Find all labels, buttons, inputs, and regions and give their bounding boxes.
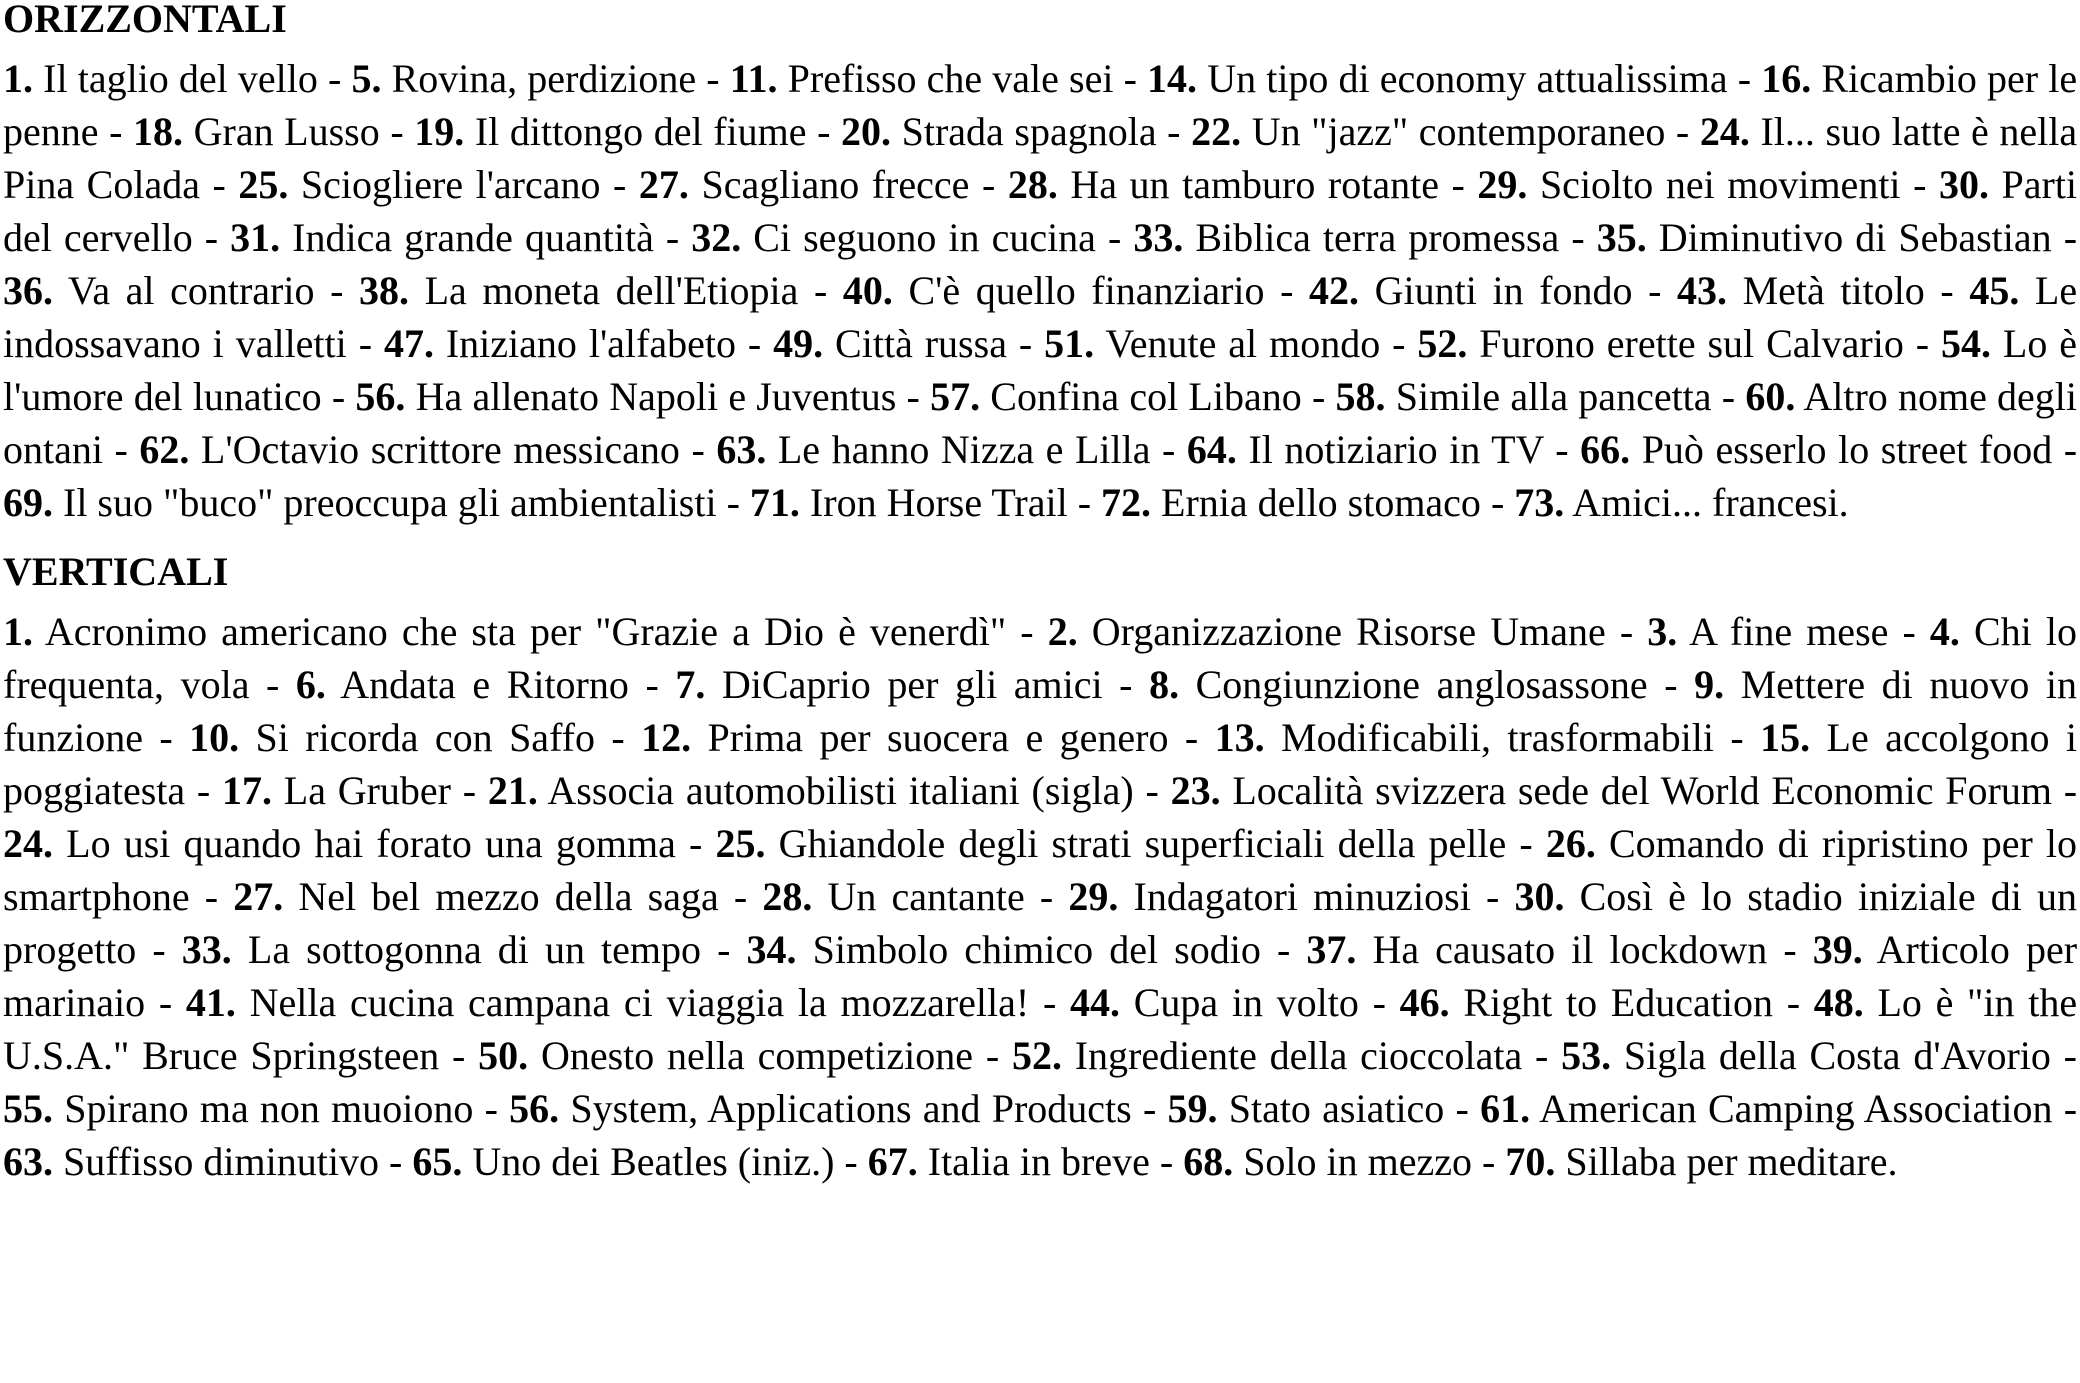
clue-text: Si ricorda con Saffo: [255, 715, 595, 760]
clue-number: 48.: [1813, 980, 1864, 1025]
clue-number: 3.: [1647, 609, 1678, 654]
clue-number: 21.: [487, 768, 538, 813]
clue-number: 33.: [181, 927, 232, 972]
clue-number: 55.: [3, 1086, 53, 1131]
clue-number: 70.: [1505, 1139, 1556, 1184]
clue-text: Suffisso diminutivo: [63, 1139, 379, 1184]
clue-text: Stato asiatico: [1228, 1086, 1445, 1131]
clue-text: L'Octavio scrittore messicano: [200, 427, 680, 472]
clue-number: 67.: [867, 1139, 918, 1184]
clue-text: Ci seguono in cucina: [753, 215, 1096, 260]
clue-number: 31.: [230, 215, 281, 260]
clue-number: 63.: [716, 427, 767, 472]
clue-text: Simile alla pancetta: [1395, 374, 1712, 419]
clue-number: 24.: [3, 821, 53, 866]
clue-number: 44.: [1069, 980, 1120, 1025]
clue-number: 52.: [1417, 321, 1468, 366]
clue-text: Strada spagnola: [901, 109, 1157, 154]
clue-number: 23.: [1170, 768, 1221, 813]
clue-number: 22.: [1191, 109, 1242, 154]
clue-text: Acronimo americano che sta per "Grazie a Dio è venerdì": [44, 609, 1007, 654]
clue-number: 1.: [3, 56, 33, 101]
clue-text: Modificabili, trasformabili: [1281, 715, 1714, 760]
clue-number: 24.: [1699, 109, 1750, 154]
clue-text: Le indossavano i valletti: [3, 268, 2078, 366]
clue-number: 32.: [691, 215, 742, 260]
clue-number: 62.: [139, 427, 190, 472]
clue-text: Organizzazione Risorse Umane: [1091, 609, 1606, 654]
clue-number: 29.: [1068, 874, 1119, 919]
clue-text: Ricambio per le penne: [3, 56, 2078, 154]
clue-text: Può esserlo lo street food: [1641, 427, 2053, 472]
clue-text: A fine mese: [1689, 609, 1889, 654]
clue-text: Articolo per marinaio: [3, 927, 2078, 1025]
clue-text: Chi lo frequenta, vola: [3, 609, 2077, 707]
clue-number: 29.: [1477, 162, 1528, 207]
clue-number: 43.: [1676, 268, 1727, 313]
clue-number: 2.: [1047, 609, 1078, 654]
clue-text: Cupa in volto: [1133, 980, 1359, 1025]
clue-number: 49.: [773, 321, 824, 366]
clue-text: Il... suo latte è nella Pina Colada: [3, 109, 2078, 207]
clue-text: Località svizzera sede del World Economic Forum: [1232, 768, 2052, 813]
clue-number: 73.: [1514, 480, 1565, 525]
clue-number: 56.: [509, 1086, 560, 1131]
clue-text: Furono erette sul Calvario: [1479, 321, 1904, 366]
clue-text: Biblica terra promessa: [1195, 215, 1560, 260]
clue-text: Rovina, perdizione: [391, 56, 697, 101]
clue-number: 33.: [1133, 215, 1184, 260]
clue-number: 34.: [746, 927, 797, 972]
clue-number: 10.: [189, 715, 240, 760]
clue-text: Sigla della Costa d'Avorio: [1623, 1033, 2051, 1078]
clue-number: 66.: [1580, 427, 1631, 472]
clue-text: Ha allenato Napoli e Juventus: [415, 374, 897, 419]
clue-number: 58.: [1335, 374, 1386, 419]
clue-text: Venute al mondo: [1105, 321, 1381, 366]
clue-text: Lo è l'umore del lunatico: [3, 321, 2078, 419]
clue-text: DiCaprio per gli amici: [721, 662, 1103, 707]
clue-text: Le accolgono i poggiatesta: [3, 715, 2077, 813]
clue-text: Così è lo stadio iniziale di un progetto: [3, 874, 2078, 972]
clue-text: Indica grande quantità: [292, 215, 654, 260]
clue-number: 71.: [749, 480, 800, 525]
clue-number: 30.: [1938, 162, 1989, 207]
section-title-orizzontali: ORIZZONTALI: [3, 0, 287, 41]
clue-number: 41.: [185, 980, 236, 1025]
clue-number: 7.: [675, 662, 706, 707]
clue-text: Metà titolo: [1742, 268, 1925, 313]
clue-text: Ingrediente della cioccolata: [1074, 1033, 1523, 1078]
clue-text: Il dittongo del fiume: [474, 109, 807, 154]
clue-number: 9.: [1694, 662, 1725, 707]
clue-text: Nella cucina campana ci viaggia la mozzarella!: [249, 980, 1030, 1025]
clue-text: American Camping Association: [1539, 1086, 2053, 1131]
clue-text: Sciogliere l'arcano: [300, 162, 601, 207]
clue-number: 5.: [351, 56, 382, 101]
clue-text: Associa automobilisti italiani (sigla): [547, 768, 1134, 813]
clue-number: 54.: [1940, 321, 1991, 366]
clue-number: 19.: [414, 109, 465, 154]
clue-number: 42.: [1309, 268, 1360, 313]
clue-text: Gran Lusso: [193, 109, 380, 154]
clue-number: 69.: [3, 480, 53, 525]
clue-text: Mettere di nuovo in funzione: [3, 662, 2077, 760]
clue-text: Indagatori minuziosi: [1133, 874, 1471, 919]
clue-text: Uno dei Beatles (iniz.): [472, 1139, 835, 1184]
clue-number: 14.: [1147, 56, 1198, 101]
clue-number: 68.: [1183, 1139, 1234, 1184]
clue-text: Prima per suocera e genero: [707, 715, 1169, 760]
clue-text: Sillaba per meditare.: [1565, 1139, 1898, 1184]
clue-number: 17.: [222, 768, 273, 813]
clue-number: 18.: [133, 109, 184, 154]
clue-text: Solo in mezzo: [1243, 1139, 1473, 1184]
clue-number: 59.: [1167, 1086, 1218, 1131]
clue-text: Giunti in fondo: [1374, 268, 1633, 313]
clue-number: 37.: [1306, 927, 1357, 972]
clue-text: Amici... francesi.: [1572, 480, 1849, 525]
clue-text: Confina col Libano: [990, 374, 1302, 419]
clue-number: 53.: [1561, 1033, 1612, 1078]
clue-number: 12.: [641, 715, 692, 760]
clue-text: Un tipo di economy attualissima: [1207, 56, 1728, 101]
clue-number: 28.: [1007, 162, 1058, 207]
clue-number: 6.: [295, 662, 326, 707]
clue-number: 8.: [1149, 662, 1180, 707]
clue-number: 25.: [238, 162, 289, 207]
clue-text: System, Applications and Products: [570, 1086, 1132, 1131]
clue-text: La Gruber: [283, 768, 452, 813]
clue-number: 51.: [1044, 321, 1095, 366]
clue-number: 4.: [1929, 609, 1960, 654]
clue-number: 13.: [1214, 715, 1265, 760]
clue-text: Ha causato il lockdown: [1372, 927, 1768, 972]
clue-text: Altro nome degli ontani: [3, 374, 2078, 472]
clue-text: Andata e Ritorno: [340, 662, 629, 707]
clue-number: 15.: [1760, 715, 1811, 760]
clue-text: La sottogonna di un tempo: [247, 927, 702, 972]
clue-text: Ghiandole degli strati superficiali della pelle: [778, 821, 1507, 866]
section-orizzontali: [3, 0, 2080, 529]
clue-text: Sciolto nei movimenti: [1539, 162, 1901, 207]
clue-text: Ernia dello stomaco: [1161, 480, 1481, 525]
clue-number: 28.: [762, 874, 813, 919]
clue-text: Spirano ma non muoiono: [64, 1086, 474, 1131]
section-title-verticali: VERTICALI: [3, 549, 229, 594]
clue-number: 27.: [638, 162, 689, 207]
clue-number: 35.: [1596, 215, 1647, 260]
clue-text: La moneta dell'Etiopia: [424, 268, 799, 313]
clue-text: Il suo "buco" preoccupa gli ambientalisti: [63, 480, 717, 525]
clue-text: Ha un tamburo rotante: [1070, 162, 1439, 207]
clue-text: Prefisso che vale sei: [787, 56, 1114, 101]
clue-number: 57.: [930, 374, 981, 419]
clue-number: 27.: [233, 874, 284, 919]
clue-text: Iniziano l'alfabeto: [445, 321, 736, 366]
clue-number: 20.: [841, 109, 892, 154]
clue-number: 52.: [1011, 1033, 1062, 1078]
clue-text: Lo usi quando hai forato una gomma: [66, 821, 676, 866]
clue-number: 38.: [359, 268, 409, 313]
clue-text: Congiunzione anglosassone: [1195, 662, 1648, 707]
clue-number: 26.: [1545, 821, 1596, 866]
clue-number: 72.: [1101, 480, 1152, 525]
clue-text: Onesto nella competizione: [540, 1033, 974, 1078]
clue-number: 25.: [715, 821, 766, 866]
clue-number: 63.: [3, 1139, 53, 1184]
clue-text: Nel bel mezzo della saga: [298, 874, 719, 919]
clue-text: Va al contrario: [67, 268, 315, 313]
clue-list-verticali: 1. Acronimo americano che sta per "Grazie a Dio è venerdì" - 2. Organizzazione Risorse Umane - 3. A fine mese - 4. Chi lo frequenta, vola - 6. Andata e Ritorno - 7. DiCaprio per gli amici - 8. Congiunzione anglosassone - 9. Mettere di nuovo in funzione - 10. Si ricorda con Saffo - 12. Prima per suocera e genero - 13. Modificabili, trasformabili - 15. Le accolgono i poggiatesta - 17. La Gruber - 21. Associa automobilisti italiani (sigla) - 23. Località svizzera sede del World Economic Forum - 24. Lo usi quando hai forato una gomma - 25. Ghiandole degli strati superficiali della pelle - 26. Comando di ripristino per lo smartphone - 27. Nel bel mezzo della saga - 28. Un cantante - 29. Indagatori minuziosi - 30. Così è lo stadio iniziale di un progetto - 33. La sottogonna di un tempo - 34. Simbolo chimico del sodio - 37. Ha causato il lockdown - 39. Articolo per marinaio - 41. Nella cucina campana ci viaggia la mozzarella! - 44. Cupa in volto - 46. Right to Education - 48. Lo è "in the U.S.A." Bruce Springsteen - 50. Onesto nella competizione - 52. Ingrediente della cioccolata - 53. Sigla della Costa d'Avorio - 55. Spirano ma non muoiono - 56. System, Applications and Products - 59. Stato asiatico - 61. American Camping Association - 63. Suffisso diminutivo - 65. Uno dei Beatles (iniz.) - 67. Italia in breve - 68. Solo in mezzo - 70. Sillaba per meditare.: [3, 609, 2078, 1184]
clue-text: Le hanno Nizza e Lilla: [777, 427, 1151, 472]
clue-text: C'è quello finanziario: [908, 268, 1265, 313]
clue-text: Comando di ripristino per lo smartphone: [3, 821, 2078, 919]
clue-text: Il notiziario in TV: [1248, 427, 1544, 472]
clue-text: Right to Education: [1463, 980, 1773, 1025]
clue-number: 11.: [729, 56, 778, 101]
clue-number: 46.: [1399, 980, 1450, 1025]
clue-text: Parti del cervello: [3, 162, 2078, 260]
clue-number: 39.: [1812, 927, 1863, 972]
clue-number: 16.: [1761, 56, 1812, 101]
clue-text: Italia in breve: [927, 1139, 1150, 1184]
clue-number: 1.: [3, 609, 33, 654]
clue-number: 64.: [1186, 427, 1237, 472]
clue-text: Città russa: [835, 321, 1007, 366]
clue-number: 65.: [412, 1139, 463, 1184]
clue-number: 56.: [355, 374, 406, 419]
clue-number: 40.: [842, 268, 893, 313]
clue-text: Il taglio del vello: [43, 56, 318, 101]
clue-text: Iron Horse Trail: [809, 480, 1068, 525]
clue-number: 50.: [478, 1033, 529, 1078]
clue-number: 60.: [1745, 374, 1796, 419]
clue-text: Scagliano frecce: [701, 162, 970, 207]
clue-number: 61.: [1480, 1086, 1531, 1131]
section-verticali: [3, 549, 2080, 1188]
clue-list-orizzontali: 1. Il taglio del vello - 5. Rovina, perdizione - 11. Prefisso che vale sei - 14. Un tipo di economy attualissima - 16. Ricambio per le penne - 18. Gran Lusso - 19. Il dittongo del fiume - 20. Strada spagnola - 22. Un "jazz" contemporaneo - 24. Il... suo latte è nella Pina Colada - 25. Sciogliere l'arcano - 27. Scagliano frecce - 28. Ha un tamburo rotante - 29. Sciolto nei movimenti - 30. Parti del cervello - 31. Indica grande quantità - 32. Ci seguono in cucina - 33. Biblica terra promessa - 35. Diminutivo di Sebastian - 36. Va al contrario - 38. La moneta dell'Etiopia - 40. C'è quello finanziario - 42. Giunti in fondo - 43. Metà titolo - 45. Le indossavano i valletti - 47. Iniziano l'alfabeto - 49. Città russa - 51. Venute al mondo - 52. Furono erette sul Calvario - 54. Lo è l'umore del lunatico - 56. Ha allenato Napoli e Juventus - 57. Confina col Libano - 58. Simile alla pancetta - 60. Altro nome degli ontani - 62. L'Octavio scrittore messicano - 63. Le hanno Nizza e Lilla - 64. Il notiziario in TV - 66. Può esserlo lo street food - 69. Il suo "buco" preoccupa gli ambientalisti - 71. Iron Horse Trail - 72. Ernia dello stomaco - 73. Amici... francesi.: [3, 56, 2078, 525]
clue-text: Diminutivo di Sebastian: [1658, 215, 2052, 260]
clue-text: Un "jazz" contemporaneo: [1251, 109, 1666, 154]
clue-number: 47.: [383, 321, 434, 366]
clue-number: 36.: [3, 268, 53, 313]
clue-text: Simbolo chimico del sodio: [812, 927, 1261, 972]
clue-number: 45.: [1969, 268, 2020, 313]
clue-text: Lo è "in the U.S.A." Bruce Springsteen: [3, 980, 2078, 1078]
clue-text: Un cantante: [827, 874, 1025, 919]
clue-number: 30.: [1514, 874, 1565, 919]
